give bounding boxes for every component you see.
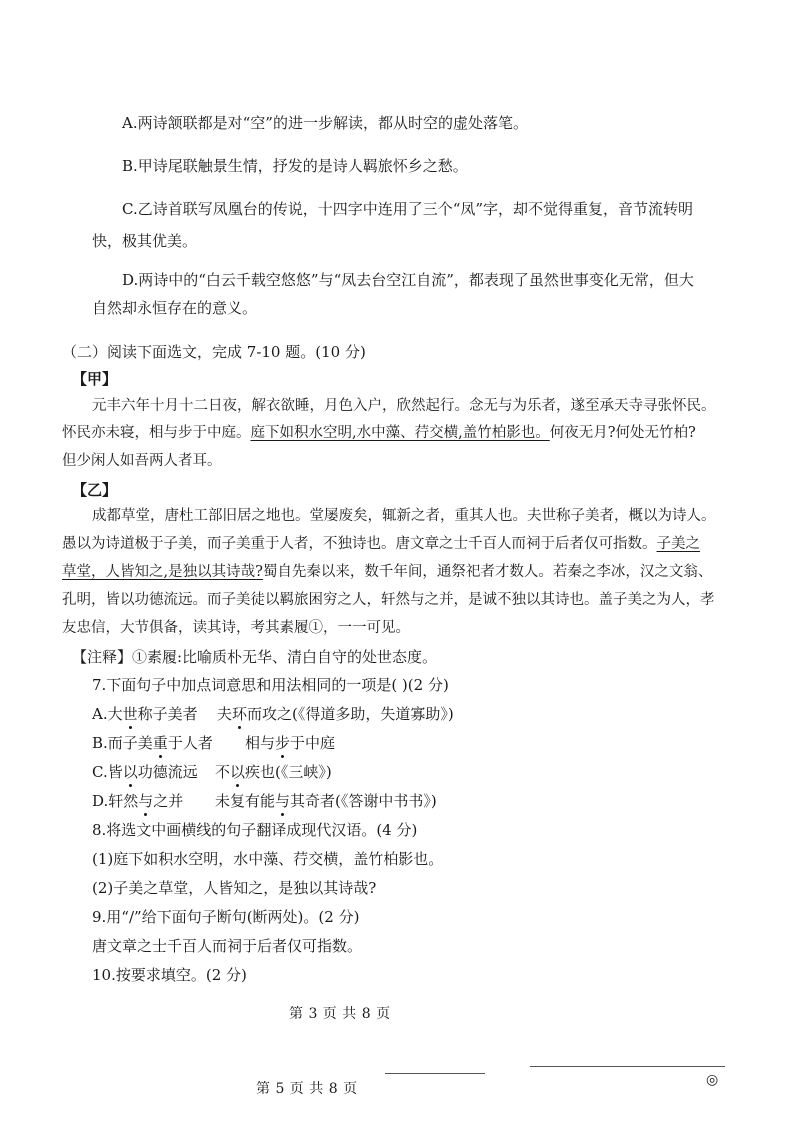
q7-b-text: B.而子美 (92, 734, 153, 752)
inner-page-footer: 第 3 页 共 8 页 (289, 1006, 391, 1022)
q7-b-compare-text: 相与 (245, 734, 276, 752)
choice-d-line1: D.两诗中的“白云千载空悠悠”与“凤去台空江自流”，都表现了虽然世事变化无常，但大 (122, 271, 694, 289)
scan-rule-left (385, 1073, 485, 1074)
yi-line2-text: 愚以为诗道极于子美，而子美重于人者，不独诗也。唐文章之士千百人而祠于后者仅可指数。 (62, 536, 657, 552)
q7-option-d (92, 791, 183, 811)
choice-c-line1: C.乙诗首联写凤凰台的传说，十四字中连用了三个“凤”字，却不觉得重复，音节流转明 (122, 200, 694, 218)
q7-option-b (92, 733, 213, 753)
q7-d-text: D.轩然 (92, 792, 139, 810)
passage-yi-line2 (62, 534, 700, 554)
q7-a-dotted-word: 世 (122, 705, 138, 723)
q7-d-compare-text: 未复有能 (215, 792, 276, 810)
q7-d-compare-text-end: 其奇者(《答谢中书书》) (290, 792, 437, 810)
q7-option-b-compare (245, 733, 335, 753)
q7-c-text: C.皆 (92, 763, 123, 781)
jia-line2-start: 怀民亦未寝，相与步于中庭。 (62, 425, 251, 441)
q7-option-c (92, 762, 198, 782)
choice-c-line2: 快，极其优美。 (92, 232, 198, 250)
passage-yi-line3 (62, 562, 712, 582)
q7-c-compare-text-end: 疾也(《三峡》) (245, 763, 332, 781)
passage-yi-line1: 成都草堂，唐杜工部旧居之地也。堂屡废矣，辄新之者，重其人也。夫世称子美者，概以为诗人。 (92, 508, 716, 524)
q7-option-d-compare (215, 791, 437, 811)
annotation-note: 【注释】①素履:比喻质朴无华、清白自守的处世态度。 (72, 648, 438, 666)
q7-a-compare-text-end: 而攻之(《得道多助，失道寡助》) (247, 705, 454, 723)
q7-b-compare-text-end: 于中庭 (290, 734, 336, 752)
q7-d-dotted-word: 与 (138, 792, 154, 810)
passage-jia-label: 【甲】 (72, 370, 118, 388)
q7-c-compare-text: 不 (215, 763, 231, 781)
yi-underlined-start: 子美之 (656, 536, 700, 552)
yi-line3-text: 蜀自先秦以来，数千年间，通祭祀者才数人。若秦之李冰，汉之文翁、 (262, 564, 713, 580)
passage-jia-line1: 元丰六年十月十二日夜，解衣欲睡，月色入户，欣然起行。念无与为乐者，遂至承天寺寻张怀民。 (92, 398, 716, 414)
q7-a-compare-text: 夫 (217, 705, 233, 723)
jia-underlined-sentence: 庭下如积水空明,水中藻、荇交横,盖竹柏影也。 (250, 425, 550, 441)
jia-line2-end: 何夜无月?何处无竹柏? (549, 425, 696, 441)
q9-sentence: 唐文章之士千百人而祠于后者仅可指数。 (92, 937, 363, 955)
q7-c-text-end: 功德流远 (137, 763, 198, 781)
passage-yi-label: 【乙】 (72, 481, 118, 499)
q7-a-text-end: 称子美者 (137, 705, 198, 723)
q7-d-text-end: 之并 (153, 792, 184, 810)
q7-d-compare-dotted-word: 与 (275, 792, 291, 810)
section-heading: （二）阅读下面选文，完成 7-10 题。(10 分) (62, 343, 366, 361)
q7-b-dotted-word: 重 (152, 734, 168, 752)
yi-underlined-sentence: 草堂，人皆知之,是独以其诗哉? (62, 564, 263, 580)
outer-page-footer: 第 5 页 共 8 页 (256, 1081, 358, 1097)
q7-option-a-compare (217, 704, 454, 724)
q7-b-text-end: 于人者 (167, 734, 213, 752)
q7-a-compare-dotted-word: 环 (232, 705, 248, 723)
q8-sentence-1: (1)庭下如积水空明，水中藻、荇交横，盖竹柏影也。 (92, 850, 444, 868)
choice-a: A.两诗颔联都是对“空”的进一步解读，都从时空的虚处落笔。 (122, 114, 528, 132)
q7-c-compare-dotted-word: 以 (230, 763, 246, 781)
q7-c-dotted-word: 以 (122, 763, 138, 781)
q7-option-a (92, 704, 198, 724)
choice-d-line2: 自然却永恒存在的意义。 (92, 299, 258, 317)
scan-rule-right (530, 1066, 725, 1067)
corner-mark: ◎ (706, 1072, 719, 1088)
choice-b: B.甲诗尾联触景生情，抒发的是诗人羁旅怀乡之愁。 (122, 157, 468, 175)
q7-option-c-compare (215, 762, 332, 782)
q7-b-compare-dotted-word: 步 (275, 734, 291, 752)
q9-stem: 9.用“/”给下面句子断句(断两处)。(2 分) (92, 908, 360, 926)
passage-yi-line4: 孔明，皆以功德流远。而子美徒以羁旅困穷之人，轩然与之并，是诚不独以其诗也。盖子美之为人，孝 (62, 592, 715, 608)
passage-jia-line3: 但少闲人如吾两人者耳。 (62, 453, 222, 469)
q10-stem: 10.按要求填空。(2 分) (92, 966, 247, 984)
passage-yi-line5: 友忠信，大节俱备，读其诗，考其素履①，一一可见。 (62, 620, 410, 636)
q8-stem: 8.将选文中画横线的句子翻译成现代汉语。(4 分) (92, 821, 418, 839)
q7-a-text: A.大 (92, 705, 123, 723)
q7-stem: 7.下面句子中加点词意思和用法相同的一项是( )(2 分) (92, 676, 449, 694)
passage-jia-line2 (62, 423, 696, 443)
q8-sentence-2: (2)子美之草堂，人皆知之，是独以其诗哉? (92, 879, 377, 897)
